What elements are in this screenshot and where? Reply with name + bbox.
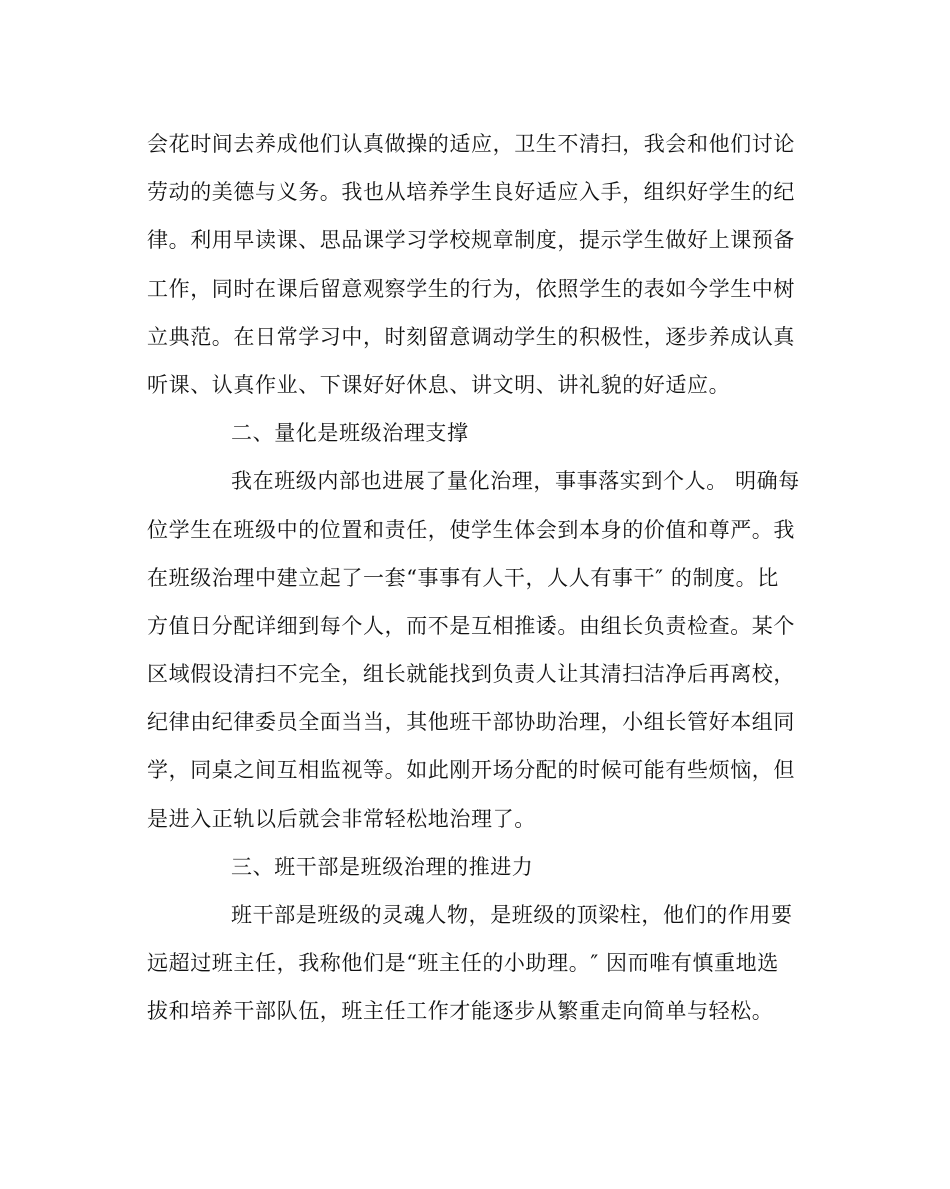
text-line: 位学生在班级中的位置和责任，使学生体会到本身的价值和尊严。我 [147,517,795,542]
text-line: 劳动的美德与义务。我也从培养学生良好适应入手，组织好学生的纪 [147,180,795,205]
section-heading: 三、班干部是班级治理的推进力 [231,854,534,879]
section-heading: 二、量化是班级治理支撑 [231,421,469,446]
paragraph-first-line: 班干部是班级的灵魂人物，是班级的顶梁柱，他们的作用要 [231,903,793,927]
text-line: 会花时间去养成他们认真做操的适应，卫生不清扫，我会和他们讨论 [147,132,795,156]
text-line: 纪律由纪律委员全面当当，其他班干部协助治理，小组长管好本组同 [147,710,795,735]
paragraph-first-line: 我在班级内部也进展了量化治理，事事落实到个人。 明确每 [231,469,800,494]
document-body [147,120,807,1036]
text-line: 区域假设清扫不完全，组长就能找到负责人让其清扫洁净后再离校， [147,662,795,687]
text-line: 远超过班主任，我称他们是“班主任的小助理。″ 因而唯有慎重地选 [147,951,779,976]
text-line: 立典范。在日常学习中，时刻留意调动学生的积极性，逐步养成认真 [147,324,795,349]
text-line: 学，同桌之间互相监视等。如此刚开场分配的时候可能有些烦恼，但 [147,758,795,783]
text-line: 方值日分配详细到每个人，而不是互相推诿。由组长负责检查。某个 [147,613,795,638]
text-line: 律。利用早读课、思品课学习学校规章制度，提示学生做好上课预备 [147,228,795,253]
text-line: 拔和培养干部队伍，班主任工作才能逐步从繁重走向简单与轻松。 [147,999,774,1024]
text-line: 听课、认真作业、下课好好休息、讲文明、讲礼貌的好适应。 [147,372,731,397]
text-line: 工作，同时在课后留意观察学生的行为，依照学生的表如今学生中树 [147,276,795,301]
text-line: 在班级治理中建立起了一套“事事有人干，人人有事干″ 的制度。比 [147,565,779,590]
text-line: 是进入正轨以后就会非常轻松地治理了。 [147,806,536,831]
